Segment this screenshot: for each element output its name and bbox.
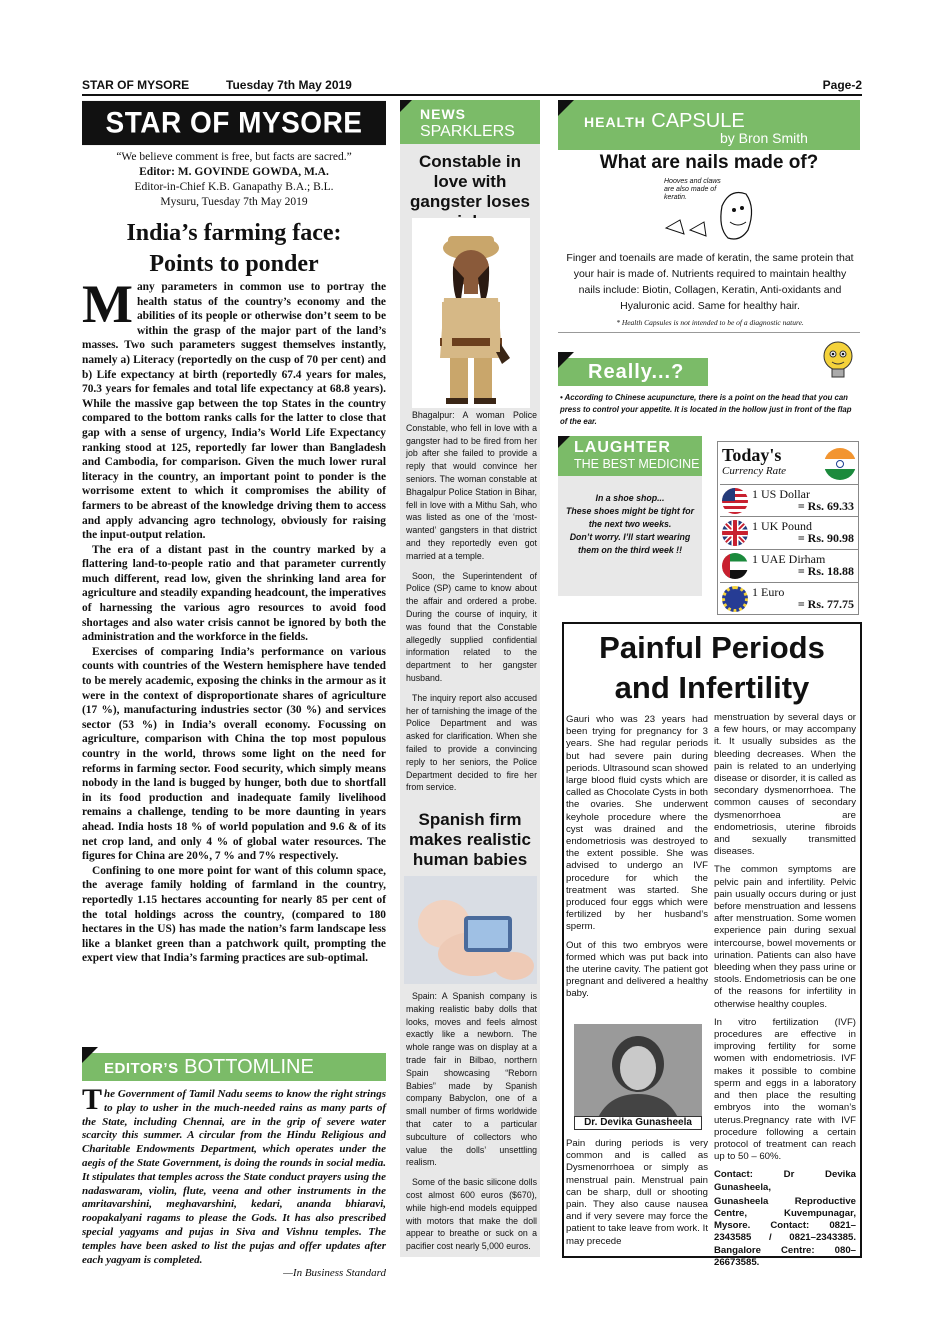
rate-row-gbp <box>720 516 858 548</box>
rate-value: = Rs. 18.88 <box>797 564 854 578</box>
health-question: What are nails made of? <box>599 152 819 173</box>
really-text: According to Chinese acupuncture, there is a point on the head that you can press to control your appetite. It is located in the hollow just in front of the flap of the ear. <box>560 393 852 426</box>
laughter-body <box>560 492 700 557</box>
currency-rate-title: Today's <box>722 445 782 465</box>
bottomline-head-light: BOTTOMLINE <box>184 1056 314 1078</box>
doctor-photo-icon <box>574 1024 702 1128</box>
section-corner-icon <box>400 100 412 112</box>
header-date: Tuesday 7th May 2019 <box>226 78 352 92</box>
news-story-1-body <box>406 409 537 801</box>
bottomline-head-bold: EDITOR’S <box>104 1060 179 1077</box>
health-body: Finger and toenails are made of keratin, the same protein that your hair is made of. Nutrients required to maintain healthy nails include: Biotin, Collagen, Keratin, Anti-oxidants and Hyaluronic acid. Same for healthy hair. <box>566 252 854 312</box>
ad-paragraph: menstruation by several days or a few hours, or may accompany it. It usually subsides as the bleeding decreases. When the pain is related to an underlying disease or disorder, it is called as secondary dysmenorrhoea. The common causes of secondary dysmenorrhoea are endometriosis, uterine fibroids and sexually transmitted diseases. <box>714 712 856 858</box>
ad-paragraph: In vitro fertilization (IVF) procedures are effective in improving fertility for some women with endometriosis. IVF makes it possible to combine sperm and eggs in a laboratory and then place the resulting embryos into the woman’s uterus.Pregnancy rate with IVF procedure following a certain protocol of treatment can reach up to 50 – 60%. <box>714 1016 856 1163</box>
ad-left-column-bottom <box>566 1138 708 1254</box>
ad-paragraph: The common symptoms are pelvic pain and infertility. Pelvic pain usually occurs during or just before menstruation and lessens after menstruation. Some women experience pain during sexual intercourse, bowel movements or urination. Patients can also have bleeding when they pass urine or stools. Endometriosis can be one of the reasons for infertility in otherwise healthy couples. <box>714 864 856 1010</box>
ad-paragraph: Gauri who was 23 years had been trying for pregnancy for 3 years. She had regular periods but had severe pain during periods. Ultrasound scan showed large blood fluid cysts which are called as Chocolate Cysts in both the ovaries. She underwent keyhole procedure where the cyst was drained and the endometriosis was destroyed to the extent possible. She was advised to undergo an IVF procedure for which the treatment was started. She produced four eggs which were fertilized by her husband’s sperm. <box>566 714 708 933</box>
news-head-bold: NEWS <box>420 106 466 122</box>
lead-dropcap: M <box>82 274 133 334</box>
bottomline-dropcap: T <box>82 1083 103 1116</box>
ad-contact-line-2: Gunasheela Reproductive Centre, Kuvempunagar, Mysore. Contact: 0821–2343585 / 0821–2343385. Bangalore Centre: 080–26673585. <box>714 1195 856 1268</box>
section-corner-icon <box>82 1047 98 1063</box>
doctor-name: Dr. Devika Gunasheela <box>574 1116 702 1130</box>
laughter-line-3: Don’t worry. I’ll start wearing them on the third week !! <box>569 532 691 555</box>
lead-paragraph-1: any parameters in common use to portray the health status of the country’s economy and the abilities of its people or otherwise don’t seem to be within the grasp of the major part of the land’s masses. Two such parameters suggest themselves instantly, namely a) Literacy (reportedly on the cusp of 70 per cent) and b) Life expectancy at birth (reportedly 67.4 years for males, 70.3 years for females and total life expectancy at 68.8 years). While the massive gap between the top States in the country compared to the bottom ranks calls for the latter to close that gap with a sense of urgency, India’s World Life Expectancy ranking stood at 125, reportedly far lower than Bangladesh and Cambodia, for comparison. Given the much lower rural literacy in the country, an important point to ponder is the worrisome extent to which it compromises the ability of farmers to be abreast of the knowledge driving them to access and apply advancing agro technology, obviously for raising the input-output relation. <box>82 281 386 542</box>
rate-row-usd <box>720 484 858 516</box>
editorial-info <box>82 150 386 210</box>
bottomline-credit: —In Business Standard <box>283 1267 386 1280</box>
rate-name: 1 UAE Dirham <box>752 552 826 566</box>
lead-headline-line-2: Points to ponder <box>149 251 319 277</box>
lead-paragraph-2: The era of a distant past in the country marked by a flattering land-to-people ratio and that parameter currently much different, read low, given the shrinking land area for agriculture and steadily expanding headcount, the imperatives of harnessing the various agro resources to avoid food shortages and also water crisis cannot be ignored by both the administration and the workforce in the fields. <box>82 543 386 644</box>
ad-right-column <box>714 712 856 1275</box>
rate-name: 1 US Dollar <box>752 487 810 501</box>
eu-flag-icon <box>722 586 748 612</box>
rate-row-eur <box>720 582 858 614</box>
news-story-2-para-1: Spain: A Spanish company is making realistic baby dolls that looks, moves and feels almost exactly like a newborn. The whole range was on display at a trade fair in Bilbao, northern Spain showcasing “Reborn Babies” made by Spanish company Babyclon, one of a small number of firms worldwide that cater to a particular subculture of collectors who value the dolls’ unsettling realism. <box>406 991 537 1168</box>
baby-doll-photo-icon <box>404 876 537 984</box>
news-story-1-para-1: Bhagalpur: A woman Police Constable, who fell in love with a gangster had to be fired from her job after she failed to provide a reply that would convince her seniors. The woman constable at Bhagalpur Police Station in Bihar, fell in love with a Mithu Sah, who was listed as one of the ‘most-wanted’ gangsters in that district and they reportedly even got married at a temple. <box>406 410 537 561</box>
ad-left-column-top <box>566 714 708 1007</box>
rate-value: = Rs. 77.75 <box>797 597 854 611</box>
rate-name: 1 Euro <box>752 585 785 599</box>
uae-flag-icon <box>722 553 748 579</box>
ad-title-line-1: Painful Periods <box>599 630 825 665</box>
bottomline-body <box>82 1083 386 1281</box>
motto: “We believe comment is free, but facts are sacred.” <box>116 151 352 163</box>
ad-paragraph: Out of this two embryos were formed which was put back into the uterine cavity. The patient got pregnant and delivered a healthy baby. <box>566 939 708 1000</box>
news-story-2-para-2: Some of the basic silicone dolls cost almost 600 euros ($670), while high-end models equipped with motors that make the doll appear to breathe or suck on a pacifier cost nearly 5,000 euros. <box>406 1177 537 1252</box>
ad-title <box>562 628 862 708</box>
news-sparklers-head <box>400 100 540 144</box>
lead-paragraph-4: Confining to one more point for want of this column space, the average family holding of farmland in the country, reportedly 1.15 hectares accounting for nearly 85 per cent of the total holdings across the country, (compared to 180 hectares in the US) has made the nation’s farm landscape less like a blanket green than a patchwork quilt, prompting the expert view that India’s farming practices are sub-optimal. <box>82 864 386 965</box>
lightbulb-icon <box>814 336 862 384</box>
us-flag-icon <box>722 488 748 514</box>
rate-value: = Rs. 69.33 <box>797 499 854 513</box>
news-story-1-para-2: Soon, the Superintendent of Police (SP) came to know about the affair and ordered a probe. During the course of inquiry, it was found that the Constable allegedly supplied confidential information related to the department to her gangster husband. <box>406 570 537 683</box>
news-head-light: SPARKLERS <box>420 123 515 140</box>
really-body <box>560 392 860 428</box>
news-story-1-headline: Constable in love with gangster loses <box>410 152 530 211</box>
editor-line: Editor: M. GOVINDE GOWDA, M.A. <box>139 166 329 178</box>
lead-headline <box>82 218 386 280</box>
dateline: Mysuru, Tuesday 7th May 2019 <box>160 196 308 208</box>
news-story-2-headline: Spanish firm makes realistic human babies <box>409 810 531 869</box>
divider <box>558 332 860 333</box>
rate-row-aed <box>720 549 858 581</box>
page-header <box>82 74 862 96</box>
rate-name: 1 UK Pound <box>752 519 813 533</box>
lead-paragraph-3: Exercises of comparing India’s performance on various counts with countries of the Western hemisphere have tended to be merely academic, exposing the chinks in the armour as it were in the context of disproportionate shares of agriculture (17 %), manufacturing industries sector (30 %) and services sector (53 %) in India’s overall economy. Focussing on agriculture, comparison with China the top most populous country in the world, throws some light on the need for reforms in farming sector. Food security, which simply means nobody in the land is bugged by hunger, both due to shortfall in its food production and inadequate family livelihood remains a challenge, tending to be more daunting in years ahead. India hosts 18 % of world population and 9.6 & of its net crop land, and only 4 % of global water resources. The figures for China are 20%, 7 % and 7% respectively. <box>82 645 386 863</box>
uk-flag-icon <box>722 520 748 546</box>
health-author: by Bron Smith <box>720 130 808 146</box>
laughter-head-bold: LAUGHTER <box>574 439 671 456</box>
currency-rate-subtitle: Currency Rate <box>722 465 787 477</box>
policewoman-illustration-icon <box>412 218 530 408</box>
news-story-2-body <box>406 990 537 1260</box>
lead-headline-line-1: India’s farming face: <box>126 220 342 246</box>
bottomline-section-head <box>82 1053 386 1081</box>
news-story-1-para-3: The inquiry report also accused her of tarnishing the image of the Police Department and was asked for clarification. When she failed to provide a convincing reply to her seniors, the Police Department decided to fire her from service. <box>406 692 537 793</box>
health-capsule-head <box>558 100 860 150</box>
really-section-head: Really...? <box>558 358 708 386</box>
laughter-head-light: THE BEST MEDICINE <box>574 457 700 471</box>
section-corner-icon <box>558 100 574 116</box>
ad-contact-line-1: Contact: Dr Devika Gunasheela, <box>714 1169 856 1193</box>
header-paper-name: STAR OF MYSORE <box>82 78 190 92</box>
keratin-sketch-caption: Hooves and claws are also made of keratin. <box>664 178 721 201</box>
header-page-number: Page-2 <box>822 78 862 92</box>
laughter-line-2: These shoes might be tight for the next two weeks. <box>565 506 695 529</box>
section-corner-icon <box>558 436 570 448</box>
editor-in-chief-line: Editor-in-Chief K.B. Ganapathy B.A.; B.L. <box>134 181 334 193</box>
health-head-bold: HEALTH <box>584 114 646 130</box>
ad-title-line-2: and Infertility <box>614 670 810 705</box>
laughter-head <box>558 436 702 476</box>
health-head-light: CAPSULE <box>651 110 745 132</box>
laughter-line-1: In a shoe shop... <box>595 493 665 503</box>
india-flag-icon <box>824 448 856 480</box>
bottomline-text: he Government of Tamil Nadu seems to know the right strings to play to usher in the much-needed rains as many parts of the State, including Chennai, are in the grip of severe water scarcity this summer. A circular from the Hindu Religious and Charitable Endowments Department, which operates under the aegis of the State Government, is doing the rounds in social media. It stipulates that temples across the State conduct prayers using the nadaswaram, violin, flute, veena and other instruments in the amritavarshini, meghavarshini, kedari, ananda bhiaravi, roopakalyani ragams to please the Gods. It has also prescribed special yagyams and pujas in Siva and Vishnu temples. The temples have been asked to list the pujas and offer updates after each yagyam is completed. <box>82 1088 386 1266</box>
bullet-icon: • <box>560 393 563 402</box>
masthead-title: STAR OF MYSORE <box>82 101 386 145</box>
health-note: * Health Capsules is not intended to be of a diagnostic nature. <box>616 318 804 327</box>
section-corner-icon <box>558 352 574 368</box>
ad-paragraph: Pain during periods is very common and is called as Dysmenorrhoea or simply as menstrual pain. Menstrual pain can be sharp, dull or shooting pain. They also cause nausea and if very severe may force the patient to take leave from work. It may precede <box>566 1138 708 1247</box>
lead-article-body <box>82 274 386 966</box>
keratin-sketch-icon <box>660 178 760 248</box>
rate-value: = Rs. 90.98 <box>797 531 854 545</box>
